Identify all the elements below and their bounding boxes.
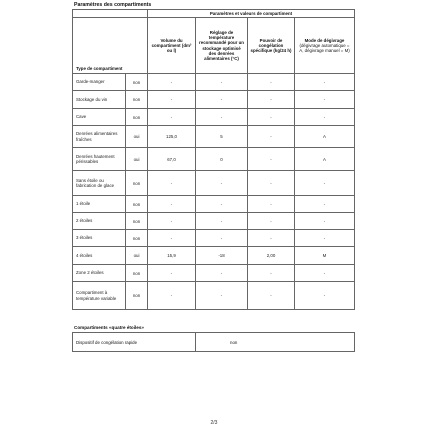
fast-freeze-row: [73, 333, 355, 352]
temperature-cell: -18: [196, 247, 248, 265]
fast-freeze-label: Dispositif de congélation rapide: [73, 333, 196, 352]
temperature-cell: -: [196, 265, 248, 282]
presence-cell: non: [126, 265, 148, 282]
presence-cell: non: [126, 282, 148, 310]
compartment-type-cell: Compartiment à température variable: [73, 282, 126, 310]
defrost-header-note: (dégivrage automatique = A, dégivrage manuel = M): [299, 42, 350, 54]
page-number: 2/3: [210, 420, 218, 426]
defrost-cell: A: [295, 126, 355, 148]
compartment-row: [73, 74, 355, 91]
compartment-type-cell: 3 étoiles: [73, 230, 126, 247]
presence-cell: non: [126, 109, 148, 126]
compartment-row: [73, 171, 355, 196]
group-header: Paramètres et valeurs de compartiment: [148, 10, 355, 18]
volume-cell: -: [148, 109, 196, 126]
compartment-row: [73, 213, 355, 230]
volume-cell: 15,9: [148, 247, 196, 265]
freezing-capacity-cell: -: [248, 282, 295, 310]
freezing-capacity-cell: -: [248, 91, 295, 109]
compartment-row: [73, 230, 355, 247]
temperature-cell: -: [196, 230, 248, 247]
column-header-type: Type de compartiment: [73, 18, 148, 74]
volume-cell: 67,0: [148, 148, 196, 171]
compartment-type-cell: Denrées alimentaires fraîches: [73, 126, 126, 148]
fast-freeze-table: [72, 332, 355, 352]
compartment-row: [73, 265, 355, 282]
column-header-volume: Volume du compartiment (dm³ ou l): [148, 18, 196, 74]
freezing-capacity-cell: -: [248, 74, 295, 91]
compartment-row: [73, 148, 355, 171]
temperature-cell: -: [196, 74, 248, 91]
freezing-capacity-cell: -: [248, 171, 295, 196]
freezing-capacity-cell: -: [248, 126, 295, 148]
presence-cell: oui: [126, 126, 148, 148]
volume-cell: -: [148, 265, 196, 282]
freezing-capacity-cell: -: [248, 230, 295, 247]
compartment-row: [73, 282, 355, 310]
compartment-type-cell: Garde-manger: [73, 74, 126, 91]
compartment-type-cell: Zone 2 étoiles: [73, 265, 126, 282]
compartment-row: [73, 247, 355, 265]
temperature-cell: -: [196, 196, 248, 213]
volume-cell: -: [148, 196, 196, 213]
defrost-header-title: Mode de dégivrage: [304, 37, 345, 43]
defrost-cell: A: [295, 148, 355, 171]
compartment-row: [73, 196, 355, 213]
presence-cell: non: [126, 213, 148, 230]
freezing-capacity-cell: -: [248, 213, 295, 230]
empty-corner-cell: [73, 10, 148, 18]
column-header-freezing-capacity: Pouvoir de congélation spécifique (kg/24 h): [248, 18, 295, 74]
volume-cell: -: [148, 230, 196, 247]
section-title: Paramètres des compartiments: [74, 2, 152, 8]
defrost-cell: -: [295, 91, 355, 109]
column-header-temperature: Réglage de température recommandé pour un stockage optimisé des denrées alimentaires (°C): [196, 18, 248, 74]
compartment-row: [73, 126, 355, 148]
compartment-row: [73, 109, 355, 126]
volume-cell: -: [148, 282, 196, 310]
defrost-cell: M: [295, 247, 355, 265]
compartment-type-cell: Cave: [73, 109, 126, 126]
presence-cell: oui: [126, 247, 148, 265]
presence-cell: non: [126, 196, 148, 213]
presence-cell: non: [126, 230, 148, 247]
defrost-cell: -: [295, 74, 355, 91]
freezing-capacity-cell: 2,00: [248, 247, 295, 265]
freezing-capacity-cell: -: [248, 148, 295, 171]
freezing-capacity-cell: -: [248, 265, 295, 282]
column-header-defrost: [295, 18, 355, 74]
freezing-capacity-cell: -: [248, 109, 295, 126]
temperature-cell: -: [196, 91, 248, 109]
four-star-section-title: Compartiments «quatre étoiles»: [74, 325, 144, 330]
defrost-cell: -: [295, 230, 355, 247]
defrost-cell: -: [295, 196, 355, 213]
defrost-cell: -: [295, 109, 355, 126]
temperature-cell: -: [196, 171, 248, 196]
volume-cell: -: [148, 91, 196, 109]
compartment-type-cell: Stockage du vin: [73, 91, 126, 109]
compartment-row: [73, 91, 355, 109]
presence-cell: non: [126, 91, 148, 109]
presence-cell: oui: [126, 148, 148, 171]
compartment-type-cell: 2 étoiles: [73, 213, 126, 230]
presence-cell: non: [126, 171, 148, 196]
freezing-capacity-cell: -: [248, 196, 295, 213]
temperature-cell: -: [196, 109, 248, 126]
compartment-type-cell: Sans étoile ou fabrication de glace: [73, 171, 126, 196]
fast-freeze-value: non: [196, 333, 355, 352]
compartment-parameters-table: [72, 9, 355, 310]
temperature-cell: -: [196, 213, 248, 230]
defrost-cell: -: [295, 213, 355, 230]
volume-cell: -: [148, 74, 196, 91]
defrost-cell: -: [295, 282, 355, 310]
presence-cell: non: [126, 74, 148, 91]
volume-cell: -: [148, 213, 196, 230]
temperature-cell: 0: [196, 148, 248, 171]
defrost-cell: -: [295, 171, 355, 196]
compartment-type-cell: Denrées hautement périssables: [73, 148, 126, 171]
defrost-cell: -: [295, 265, 355, 282]
temperature-cell: 5: [196, 126, 248, 148]
compartment-type-cell: 1 étoile: [73, 196, 126, 213]
volume-cell: 125,0: [148, 126, 196, 148]
volume-cell: -: [148, 171, 196, 196]
temperature-cell: -: [196, 282, 248, 310]
compartment-type-cell: 4 étoiles: [73, 247, 126, 265]
